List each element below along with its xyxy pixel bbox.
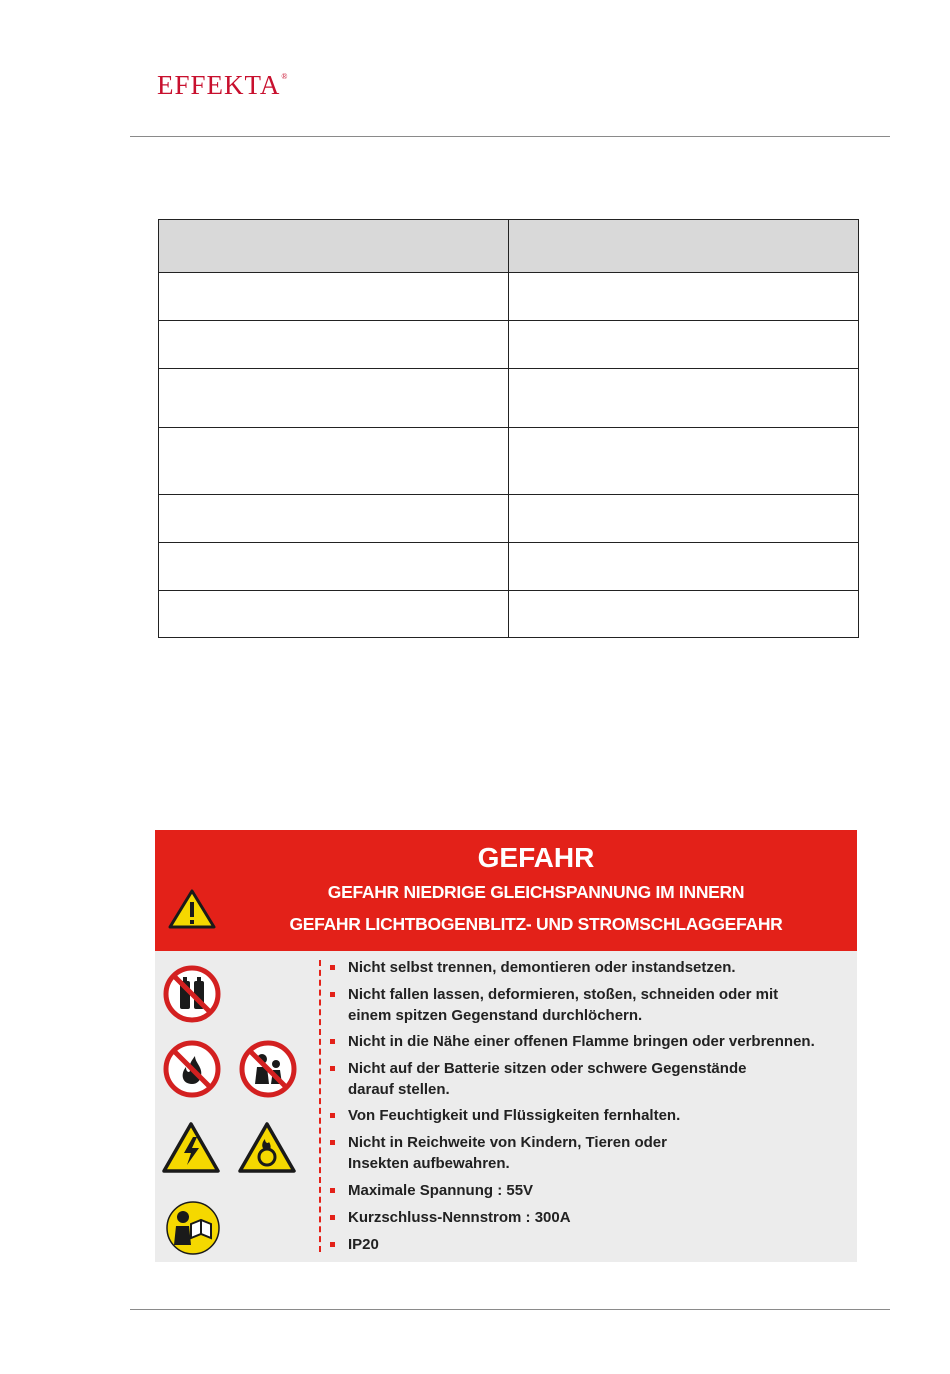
table-cell: [159, 543, 509, 591]
table-row: [159, 369, 859, 428]
table-row: [159, 273, 859, 321]
danger-subtitle-1: GEFAHR NIEDRIGE GLEICHSPANNUNG IM INNERN: [327, 882, 745, 902]
header-rule: [130, 136, 890, 137]
instruction-item: Nicht auf der Batterie sitzen oder schwere Gegenstände darauf stellen.: [327, 1058, 746, 1100]
table-cell: [509, 220, 859, 273]
no-disassemble-icon: [163, 965, 221, 1023]
table-cell: [159, 495, 509, 543]
table-cell: [159, 428, 509, 495]
instruction-item: Kurzschluss-Nennstrom : 300A: [327, 1207, 571, 1228]
footer-rule: [130, 1309, 890, 1310]
instruction-item: Nicht fallen lassen, deformieren, stoßen, schneiden oder mit einem spitzen Gegenstand durchlöchern.: [327, 984, 778, 1026]
danger-label: [155, 830, 857, 1262]
spec-table: [158, 219, 859, 638]
instruction-item: Nicht in die Nähe einer offenen Flamme bringen oder verbrennen.: [327, 1031, 815, 1052]
keep-away-children-icon: [239, 1040, 297, 1098]
electric-shock-warning-icon: [160, 1120, 222, 1176]
effekta-logo: EFFEKTA®: [157, 70, 289, 100]
instruction-item: Nicht in Reichweite von Kindern, Tieren oder Insekten aufbewahren.: [327, 1132, 667, 1174]
danger-header: [155, 830, 857, 951]
table-cell: [159, 369, 509, 428]
table-row: [159, 543, 859, 591]
table-cell: [509, 321, 859, 369]
table-cell: [509, 591, 859, 638]
table-cell: [159, 273, 509, 321]
table-cell: [159, 591, 509, 638]
table-cell: [509, 428, 859, 495]
instruction-item: Von Feuchtigkeit und Flüssigkeiten fernhalten.: [327, 1105, 680, 1126]
danger-title: GEFAHR: [477, 842, 595, 873]
no-fire-icon: [163, 1040, 221, 1098]
flammable-warning-icon: [236, 1120, 298, 1176]
table-cell: [159, 220, 509, 273]
instruction-item: Maximale Spannung : 55V: [327, 1180, 533, 1201]
table-cell: [159, 321, 509, 369]
table-row: [159, 321, 859, 369]
table-cell: [509, 273, 859, 321]
instruction-item: IP20: [327, 1234, 379, 1255]
table-row: [159, 495, 859, 543]
table-row: [159, 428, 859, 495]
instruction-item: Nicht selbst trennen, demontieren oder instandsetzen.: [327, 957, 736, 978]
table-cell: [509, 369, 859, 428]
table-header-row: [159, 220, 859, 273]
table-cell: [509, 543, 859, 591]
red-dashed-divider: [319, 960, 321, 1252]
table-row: [159, 591, 859, 638]
table-cell: [509, 495, 859, 543]
read-manual-icon: [165, 1200, 221, 1256]
danger-subtitle-2: GEFAHR LICHTBOGENBLITZ- UND STROMSCHLAGGEFAHR: [289, 914, 783, 934]
